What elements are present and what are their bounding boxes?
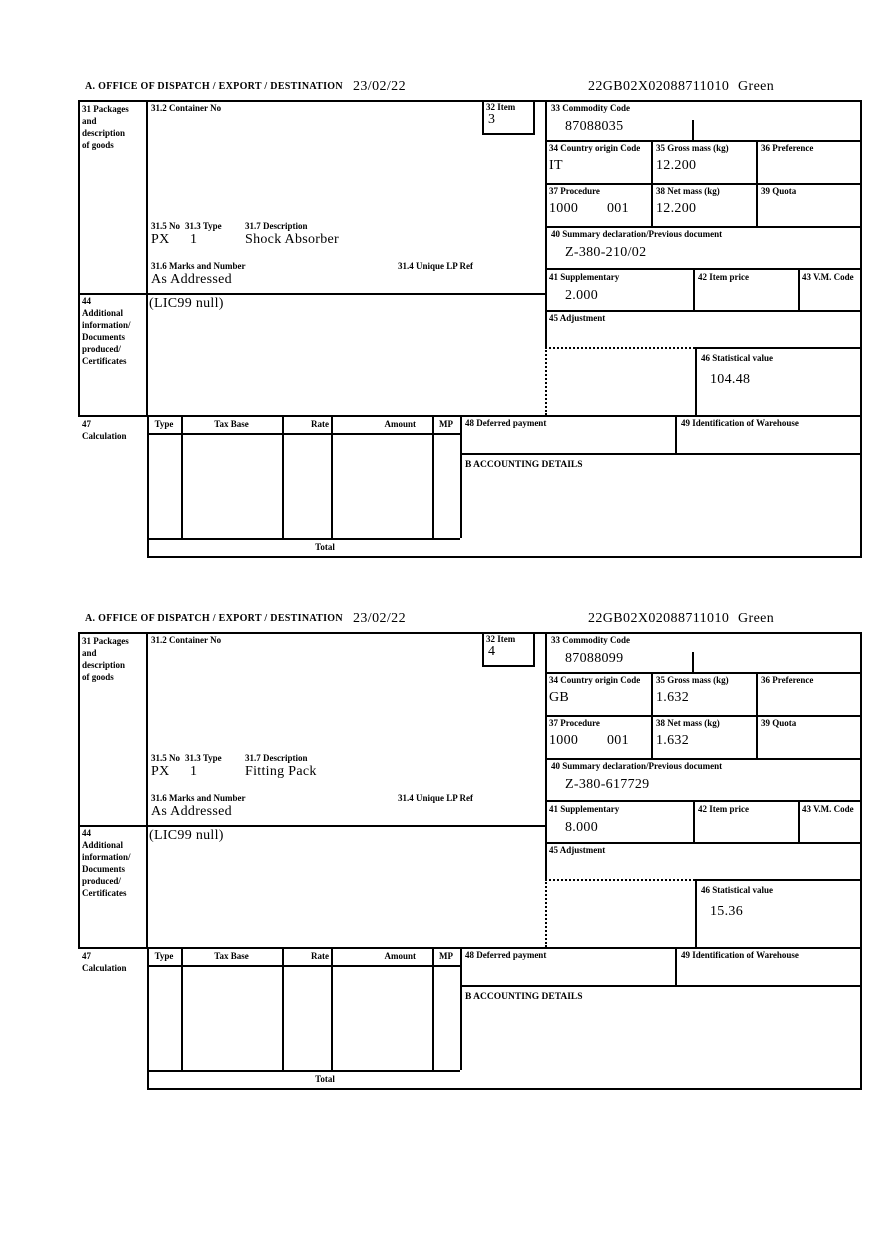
commodity-code-label: 33 Commodity Code (551, 635, 630, 645)
dispatch-date-value: 23/02/22 (353, 79, 406, 94)
border-right-section-dotted (545, 879, 547, 947)
adjustment-label: 45 Adjustment (549, 313, 606, 323)
supplementary-value: 8.000 (565, 820, 598, 835)
box47-line2: Calculation (82, 431, 127, 441)
border-preference-col-left (756, 140, 758, 226)
package-no-value: PX (151, 232, 170, 247)
supplementary-label: 41 Supplementary (549, 804, 620, 814)
border-item-box-left (482, 632, 484, 665)
border-commodity-tick (692, 652, 694, 672)
customs-item-form (0, 612, 882, 1112)
dispatch-date-value: 23/02/22 (353, 611, 406, 626)
item-price-label: 42 Item price (698, 272, 749, 282)
border-summary-bottom (545, 268, 862, 270)
description-label: 31.7 Description (245, 221, 308, 231)
box44-line6: Certificates (82, 888, 127, 898)
border-calc-col4 (432, 415, 434, 538)
border-calc-header-bottom (147, 965, 460, 967)
item-box-label: 32 Item (486, 102, 516, 112)
box31-line1: 31 Packages (82, 104, 129, 114)
office-of-dispatch-label: A. OFFICE OF DISPATCH / EXPORT / DESTINATION (85, 613, 343, 624)
border-supplementary-bottom (545, 310, 862, 312)
vm-code-label: 43 V.M. Code (802, 804, 854, 814)
description-value: Fitting Pack (245, 764, 317, 779)
border-marks-bottom (78, 293, 547, 295)
gross-mass-label: 35 Gross mass (kg) (656, 675, 729, 685)
border-procedure-row-bottom (545, 758, 862, 760)
box31-packages-label (82, 103, 129, 151)
procedure-value: 1000 (549, 733, 579, 748)
procedure-value: 1000 (549, 201, 579, 216)
box44-line2: Additional (82, 840, 124, 850)
package-type-value: 1 (190, 232, 198, 247)
border-warehouse-col-left (675, 415, 677, 453)
box47-line1: 47 (82, 419, 91, 429)
border-right-section-dotted (545, 347, 547, 415)
border-supplementary-bottom (545, 842, 862, 844)
item-number-value: 3 (488, 112, 496, 127)
border-calc-col4 (432, 947, 434, 1070)
item-price-label: 42 Item price (698, 804, 749, 814)
previous-document-value: Z-380-617729 (565, 777, 650, 792)
border-calc-col2 (282, 415, 284, 538)
unique-lp-ref-label: 31.4 Unique LP Ref (398, 793, 474, 803)
border-calc-table-bottom (147, 1070, 460, 1072)
border-vmcode-col-left (798, 800, 800, 842)
box31-line2: and (82, 648, 97, 658)
border-marks-bottom (78, 825, 547, 827)
border-statistical-top (695, 879, 862, 881)
border-deferred-bottom (460, 453, 862, 455)
border-calc-right (460, 947, 462, 1070)
marks-value: As Addressed (151, 804, 232, 819)
calc-col-type: Type (154, 951, 174, 961)
border-origin-row-bottom (545, 715, 862, 717)
container-no-label: 31.2 Container No (151, 635, 222, 645)
border-item-box-bottom (482, 665, 535, 667)
calc-col-rate: Rate (311, 419, 329, 429)
border-item-box-left (482, 100, 484, 133)
border-statistical-left (695, 347, 697, 415)
box47-line2: Calculation (82, 963, 127, 973)
box44-line6: Certificates (82, 356, 127, 366)
net-mass-label: 38 Net mass (kg) (656, 718, 720, 728)
border-statistical-top (695, 347, 862, 349)
net-mass-value: 1.632 (656, 733, 689, 748)
deferred-payment-label: 48 Deferred payment (465, 950, 547, 960)
vm-code-label: 43 V.M. Code (802, 272, 854, 282)
package-no-label: 31.5 No (151, 753, 180, 763)
calc-col-tax-base: Tax Base (214, 419, 249, 429)
box44-line1: 44 (82, 828, 91, 838)
marks-label: 31.6 Marks and Number (151, 261, 246, 271)
border-calc-col3 (331, 415, 333, 538)
calc-col-type: Type (154, 419, 174, 429)
border-mass-col-left (651, 140, 653, 226)
description-label: 31.7 Description (245, 753, 308, 763)
total-label: Total (315, 542, 335, 552)
border-mass-col-left (651, 672, 653, 758)
package-type-label: 31.3 Type (185, 753, 222, 763)
supplementary-value: 2.000 (565, 288, 598, 303)
preference-label: 36 Preference (761, 143, 814, 153)
calc-col-mp: MP (439, 419, 453, 429)
border-warehouse-col-left (675, 947, 677, 985)
box44-line4: Documents (82, 332, 125, 342)
border-left (78, 632, 80, 947)
calc-col-tax-base: Tax Base (214, 951, 249, 961)
box31-line1: 31 Packages (82, 636, 129, 646)
procedure-extra-value: 001 (607, 201, 629, 216)
additional-info-value: (LIC99 null) (149, 296, 224, 311)
commodity-code-label: 33 Commodity Code (551, 103, 630, 113)
calc-col-mp: MP (439, 951, 453, 961)
gross-mass-label: 35 Gross mass (kg) (656, 143, 729, 153)
border-calc-right (460, 415, 462, 538)
box44-line5: produced/ (82, 876, 121, 886)
box44-line4: Documents (82, 864, 125, 874)
routing-status-value: Green (738, 611, 775, 626)
border-preference-col-left (756, 672, 758, 758)
procedure-extra-value: 001 (607, 733, 629, 748)
border-main-bottom (78, 415, 862, 417)
accounting-details-label: B ACCOUNTING DETAILS (465, 992, 583, 1002)
border-top (78, 632, 862, 634)
border-label-column (146, 632, 148, 947)
country-origin-value: GB (549, 690, 570, 705)
previous-document-value: Z-380-210/02 (565, 245, 647, 260)
border-statistical-left (695, 879, 697, 947)
package-no-value: PX (151, 764, 170, 779)
box31-packages-label (82, 635, 129, 683)
procedure-label: 37 Procedure (549, 718, 600, 728)
border-itemprice-col-left (693, 800, 695, 842)
quota-label: 39 Quota (761, 718, 797, 728)
border-calc-col2 (282, 947, 284, 1070)
border-right (860, 632, 862, 1090)
border-item-box-right (533, 632, 535, 665)
calculation-label (82, 418, 127, 442)
box44-line3: information/ (82, 320, 131, 330)
border-total-bottom (147, 556, 862, 558)
border-item-box-right (533, 100, 535, 133)
item-box-label: 32 Item (486, 634, 516, 644)
additional-info-label (82, 295, 131, 367)
calc-col-rate: Rate (311, 951, 329, 961)
border-procedure-row-bottom (545, 226, 862, 228)
border-calc-left (147, 947, 149, 1088)
box44-line2: Additional (82, 308, 124, 318)
declaration-reference-value: 22GB02X02088711010 (588, 79, 730, 94)
item-number-value: 4 (488, 644, 496, 659)
preference-label: 36 Preference (761, 675, 814, 685)
border-adjustment-dotted (545, 879, 695, 881)
statistical-value: 104.48 (710, 372, 751, 387)
border-vmcode-col-left (798, 268, 800, 310)
accounting-details-label: B ACCOUNTING DETAILS (465, 460, 583, 470)
office-of-dispatch-label: A. OFFICE OF DISPATCH / EXPORT / DESTINATION (85, 81, 343, 92)
border-calc-left (147, 415, 149, 556)
description-value: Shock Absorber (245, 232, 340, 247)
border-deferred-bottom (460, 985, 862, 987)
container-no-label: 31.2 Container No (151, 103, 222, 113)
commodity-code-value: 87088035 (565, 119, 624, 134)
border-itemprice-col-left (693, 268, 695, 310)
box31-line2: and (82, 116, 97, 126)
declaration-reference-value: 22GB02X02088711010 (588, 611, 730, 626)
country-origin-label: 34 Country origin Code (549, 675, 641, 685)
border-label-column (146, 100, 148, 415)
border-origin-row-bottom (545, 183, 862, 185)
marks-label: 31.6 Marks and Number (151, 793, 246, 803)
border-commodity-bottom (545, 672, 862, 674)
package-type-value: 1 (190, 764, 198, 779)
supplementary-label: 41 Supplementary (549, 272, 620, 282)
border-right-section-left (545, 100, 547, 349)
border-commodity-tick (692, 120, 694, 140)
statistical-value-label: 46 Statistical value (701, 885, 773, 895)
customs-item-form (0, 80, 882, 580)
box31-line3: description (82, 660, 126, 670)
box31-line4: of goods (82, 140, 114, 150)
country-origin-label: 34 Country origin Code (549, 143, 641, 153)
warehouse-id-label: 49 Identification of Warehouse (681, 950, 799, 960)
deferred-payment-label: 48 Deferred payment (465, 418, 547, 428)
routing-status-value: Green (738, 79, 775, 94)
box44-line1: 44 (82, 296, 91, 306)
package-no-label: 31.5 No (151, 221, 180, 231)
net-mass-value: 12.200 (656, 201, 697, 216)
summary-declaration-label: 40 Summary declaration/Previous document (551, 229, 723, 239)
border-right (860, 100, 862, 558)
calculation-label (82, 950, 127, 974)
border-item-box-bottom (482, 133, 535, 135)
border-calc-col1 (181, 947, 183, 1070)
gross-mass-value: 1.632 (656, 690, 689, 705)
border-summary-bottom (545, 800, 862, 802)
border-adjustment-dotted (545, 347, 695, 349)
border-calc-col1 (181, 415, 183, 538)
border-right-section-left (545, 632, 547, 881)
total-label: Total (315, 1074, 335, 1084)
unique-lp-ref-label: 31.4 Unique LP Ref (398, 261, 474, 271)
statistical-value: 15.36 (710, 904, 743, 919)
summary-declaration-label: 40 Summary declaration/Previous document (551, 761, 723, 771)
calc-col-amount: Amount (384, 951, 416, 961)
box44-line5: produced/ (82, 344, 121, 354)
border-calc-table-bottom (147, 538, 460, 540)
box31-line3: description (82, 128, 126, 138)
border-left (78, 100, 80, 415)
quota-label: 39 Quota (761, 186, 797, 196)
commodity-code-value: 87088099 (565, 651, 624, 666)
box44-line3: information/ (82, 852, 131, 862)
calc-col-amount: Amount (384, 419, 416, 429)
statistical-value-label: 46 Statistical value (701, 353, 773, 363)
gross-mass-value: 12.200 (656, 158, 697, 173)
marks-value: As Addressed (151, 272, 232, 287)
border-commodity-bottom (545, 140, 862, 142)
border-calc-header-bottom (147, 433, 460, 435)
border-top (78, 100, 862, 102)
additional-info-value: (LIC99 null) (149, 828, 224, 843)
box31-line4: of goods (82, 672, 114, 682)
border-calc-col3 (331, 947, 333, 1070)
net-mass-label: 38 Net mass (kg) (656, 186, 720, 196)
border-total-bottom (147, 1088, 862, 1090)
procedure-label: 37 Procedure (549, 186, 600, 196)
box47-line1: 47 (82, 951, 91, 961)
additional-info-label (82, 827, 131, 899)
adjustment-label: 45 Adjustment (549, 845, 606, 855)
country-origin-value: IT (549, 158, 563, 173)
warehouse-id-label: 49 Identification of Warehouse (681, 418, 799, 428)
package-type-label: 31.3 Type (185, 221, 222, 231)
border-main-bottom (78, 947, 862, 949)
